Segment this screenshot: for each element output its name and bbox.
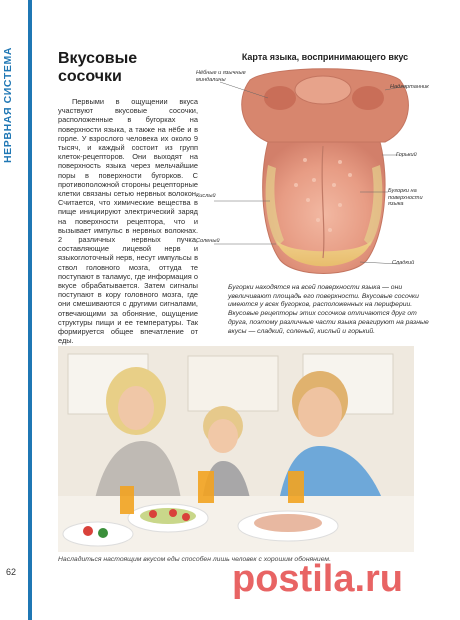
article-title: Вкусовые сосочки xyxy=(58,50,138,85)
page-number: 62 xyxy=(6,567,17,577)
section-label: НЕРВНАЯ СИСТЕМА xyxy=(2,47,14,163)
sidebar-accent-strip xyxy=(28,0,32,620)
label-bumps: Бугорки на поверхности языка xyxy=(388,188,423,207)
label-sour: Кислый xyxy=(196,193,216,199)
svg-text:postila.ru: postila.ru xyxy=(232,558,404,600)
label-tonsils: Нёбные и язычные миндалины xyxy=(196,70,246,83)
photo-caption: Насладиться настоящим вкусом еды способен лишь человек с хорошим обонянием. xyxy=(58,556,331,563)
tongue-illustration xyxy=(210,60,436,280)
label-bitter: Горький xyxy=(396,152,417,158)
postila-watermark-logo xyxy=(232,553,436,603)
label-epiglottis: Надгортанник xyxy=(390,84,429,90)
tongue-map-caption: Бугорки находятся на всей поверхности языка — они увеличивают площадь его поверхности. Вкусовые сосочки имеются у всех бугорков, расположенных на периферии. Вкусовые рецепторы этих сосочков отличаются друг от друга, поэтому различные части языка реагируют на разные вкусы — сладкий, соленый, кислый и горький. xyxy=(228,284,429,335)
label-sweet: Сладкий xyxy=(392,260,415,266)
family-meal-photo xyxy=(58,346,414,552)
tongue-map-title: Карта языка, воспринимающего вкус xyxy=(241,52,409,62)
label-salty: Соленый xyxy=(196,238,220,244)
article-body: Первыми в ощущении вкуса участвуют вкусовые сосочки, расположенные в бугорках на поверхности языка, а также на нёбе и в горле. У взрослого человека их около 9 тысяч, и каждый состоит из групп клеток-рецепторов. Они выходят на поверхность языка через мельчайшие поры в поверхности бугорков. С противоположной стороны рецепторные клетки связаны сетью нервных волокон. Считается, что химические вещества в пище инициируют электрический заряд на поверхности рецептора, что и вызывает импульс в нервных волокнах. 2 различных нервных пучка, составляющие лицевой нерв и языкоглоточный нерв, несут импульсы в ствол головного мозга, оттуда те поступают в таламус, где информация о вкусе обрабатывается. Затем сигналы поступают в кору головного мозга, где они смешиваются с другими сигналами, отвечающими за обоняние, ощущение структуры пищи и ее температуры. Так формируется общее впечатление от еды. xyxy=(58,97,198,346)
